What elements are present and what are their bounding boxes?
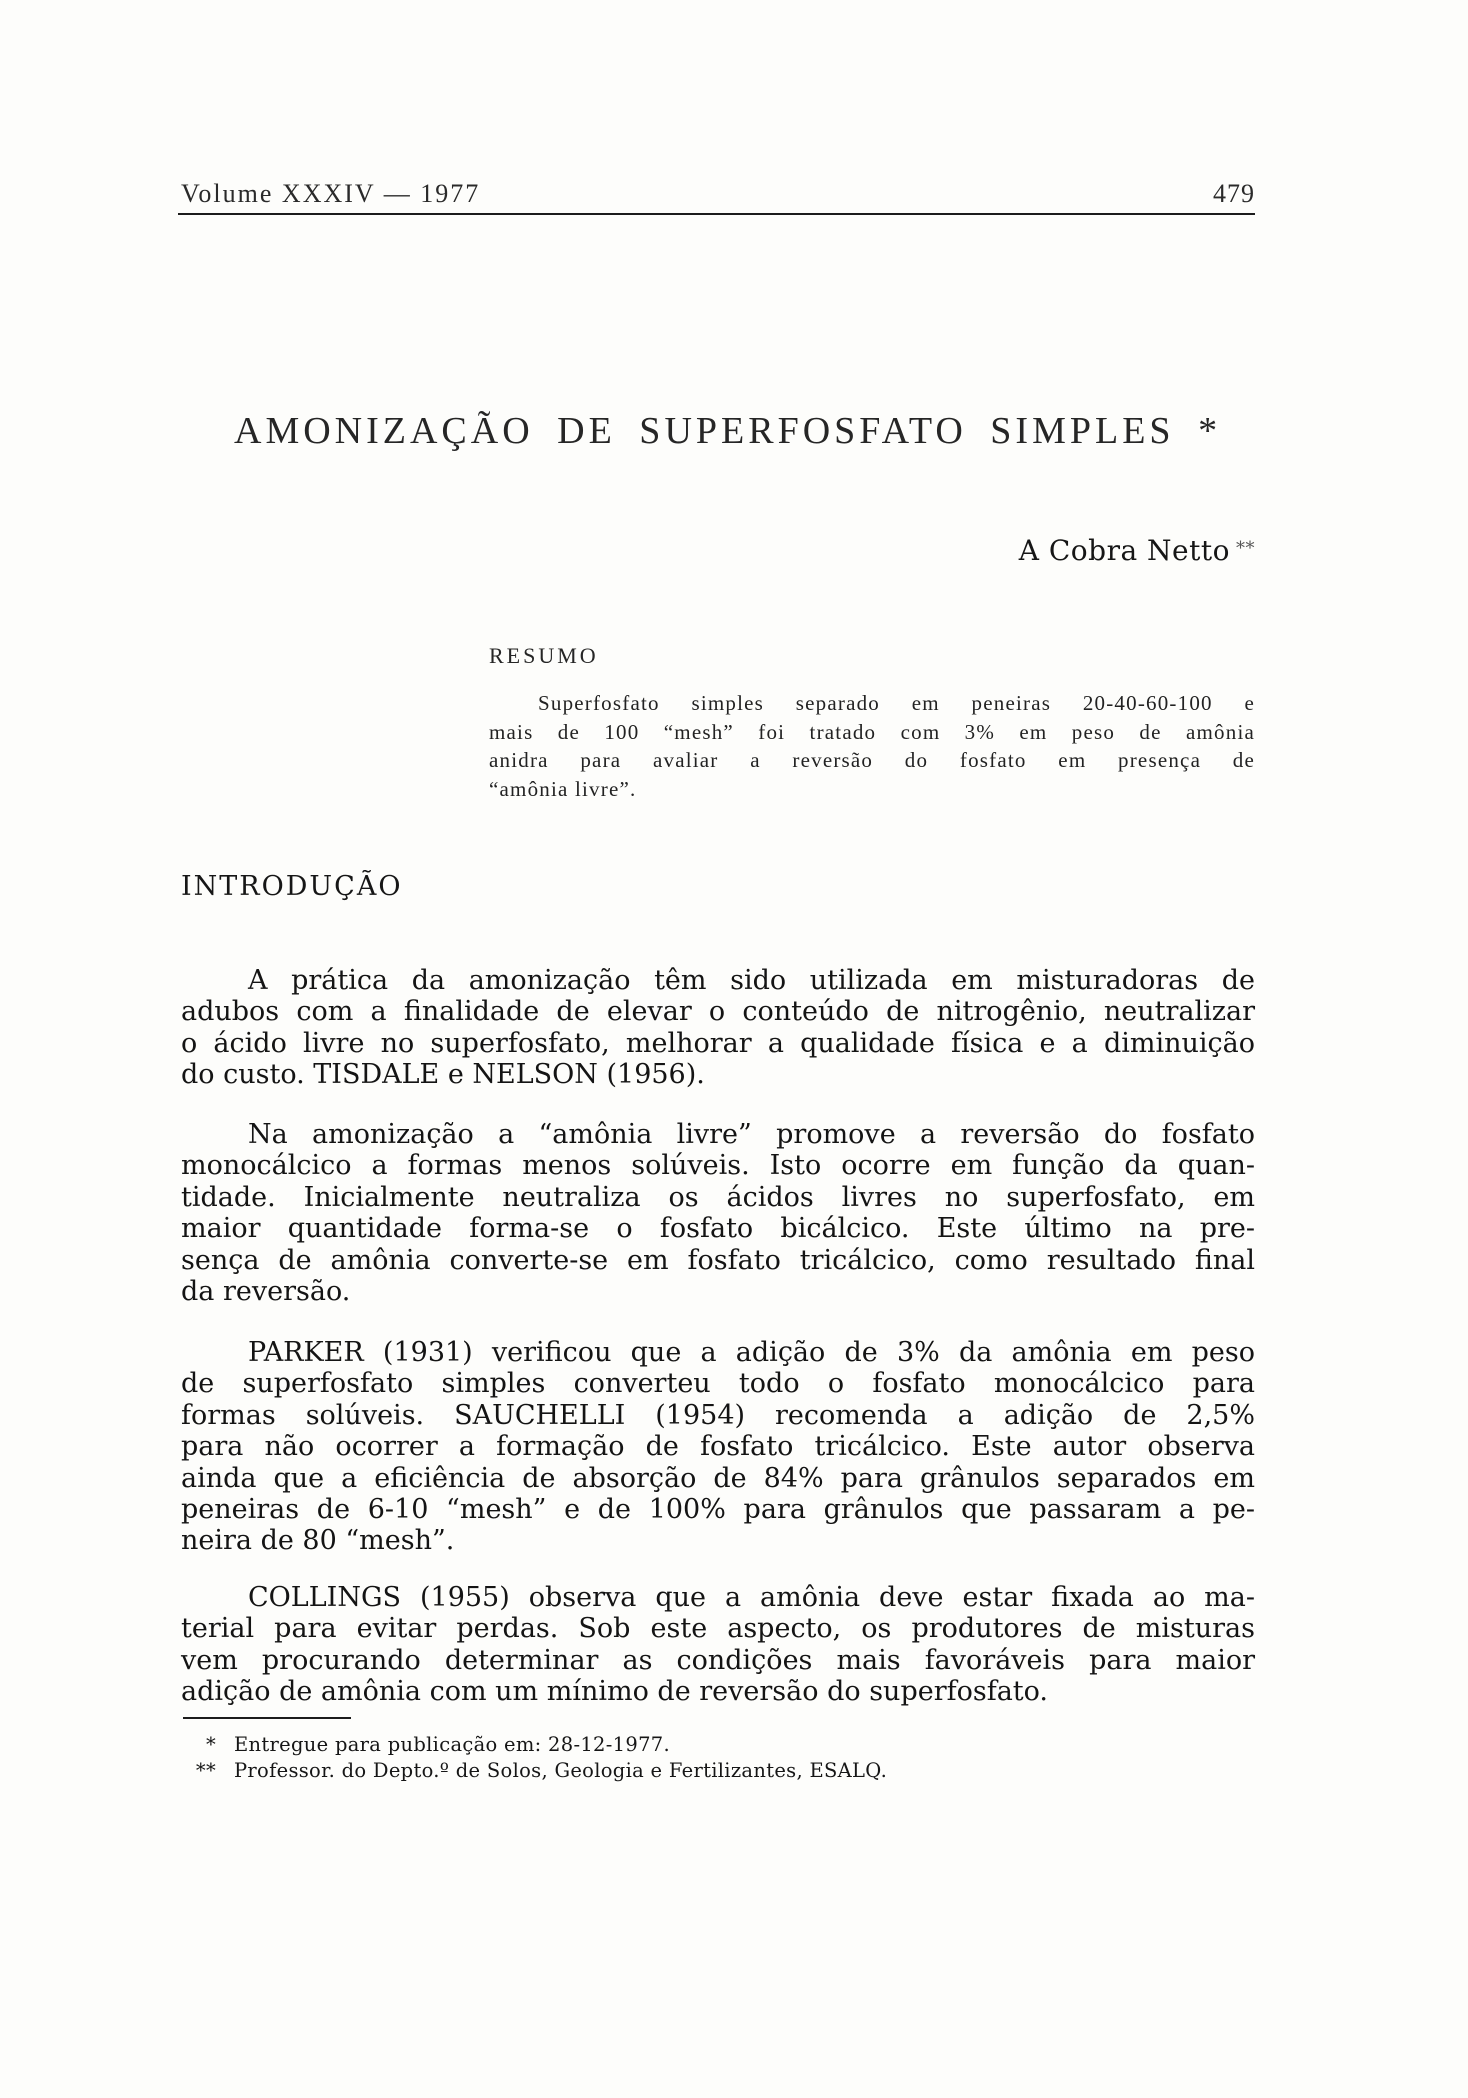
footnote-text: Entregue para publicação em: 28-12-1977. bbox=[234, 1733, 670, 1756]
footnote-marker: * bbox=[205, 1733, 216, 1756]
body-line: peneiras de 6-10 “mesh” e de 100% para grânulos que passaram a pe- bbox=[181, 1494, 1255, 1526]
body-line: A prática da amonização têm sido utilizada em misturadoras de bbox=[248, 965, 1255, 996]
section-heading-introducao: INTRODUÇÃO bbox=[181, 871, 403, 902]
body-line: vem procurando determinar as condições mais favoráveis para maior bbox=[181, 1644, 1255, 1676]
author-footnote-marker: ** bbox=[1236, 538, 1255, 559]
author-name: A Cobra Netto bbox=[1018, 534, 1230, 567]
body-line: de superfosfato simples converteu todo o fosfato monocálcico para bbox=[181, 1368, 1255, 1400]
body-line: sença de amônia converte-se em fosfato tricálcico, como resultado final bbox=[181, 1244, 1255, 1276]
body-line: para não ocorrer a formação de fosfato tricálcico. Este autor observa bbox=[181, 1431, 1255, 1463]
body-paragraph bbox=[181, 965, 1255, 1091]
footnote-marker: ** bbox=[195, 1758, 216, 1782]
page-number: 479 bbox=[1213, 179, 1255, 208]
running-head: Volume XXXIV — 1977 bbox=[181, 179, 481, 208]
author-line bbox=[1019, 533, 1255, 567]
body-paragraph bbox=[181, 1337, 1255, 1557]
body-line: COLLINGS (1955) observa que a amônia deve estar fixada ao ma- bbox=[248, 1582, 1255, 1613]
body-line: adubos com a finalidade de elevar o conteúdo de nitrogênio, neutralizar bbox=[181, 996, 1255, 1028]
body-line: monocálcico a formas menos solúveis. Isto ocorre em função da quan- bbox=[181, 1150, 1255, 1182]
body-line: o ácido livre no superfosfato, melhorar a qualidade física e a diminuição bbox=[181, 1027, 1255, 1059]
header-rule bbox=[178, 213, 1255, 215]
abstract-line: anidra para avaliar a reversão do fosfato em presença de bbox=[489, 748, 1255, 773]
body-line: adição de amônia com um mínimo de reversão do superfosfato. bbox=[181, 1676, 1049, 1708]
footnote-rule bbox=[183, 1717, 351, 1719]
body-paragraph bbox=[181, 1582, 1255, 1708]
footnotes bbox=[181, 1732, 887, 1783]
footnote bbox=[181, 1732, 887, 1758]
body-paragraph bbox=[181, 1119, 1255, 1307]
abstract-line: “amônia livre”. bbox=[489, 777, 637, 802]
abstract-line: Superfosfato simples separado em peneiras 20-40-60-100 e bbox=[538, 691, 1255, 715]
body-line: tidade. Inicialmente neutraliza os ácidos livres no superfosfato, em bbox=[181, 1181, 1255, 1213]
body-line: Na amonização a “amônia livre” promove a reversão do fosfato bbox=[248, 1119, 1255, 1150]
abstract-text bbox=[489, 689, 1255, 804]
article-title: AMONIZAÇÃO DE SUPERFOSFATO SIMPLES * bbox=[234, 410, 1222, 452]
body-line: ainda que a eficiência de absorção de 84% para grânulos separados em bbox=[181, 1462, 1255, 1494]
body-line: neira de 80 “mesh”. bbox=[181, 1525, 455, 1557]
body-line: PARKER (1931) verificou que a adição de 3% da amônia em peso bbox=[248, 1337, 1255, 1368]
body-line: da reversão. bbox=[181, 1276, 351, 1308]
body-line: terial para evitar perdas. Sob este aspecto, os produtores de misturas bbox=[181, 1613, 1255, 1645]
footnote-text: Professor. do Depto.º de Solos, Geologia e Fertilizantes, ESALQ. bbox=[234, 1758, 888, 1782]
abstract-heading: RESUMO bbox=[489, 643, 599, 668]
body-line: maior quantidade forma-se o fosfato bicálcico. Este último na pre- bbox=[181, 1213, 1255, 1245]
body-line: formas solúveis. SAUCHELLI (1954) recomenda a adição de 2,5% bbox=[181, 1399, 1255, 1431]
footnote bbox=[181, 1758, 887, 1784]
body-line: do custo. TISDALE e NELSON (1956). bbox=[181, 1059, 705, 1091]
abstract-line: mais de 100 “mesh” foi tratado com 3% em peso de amônia bbox=[489, 719, 1255, 744]
